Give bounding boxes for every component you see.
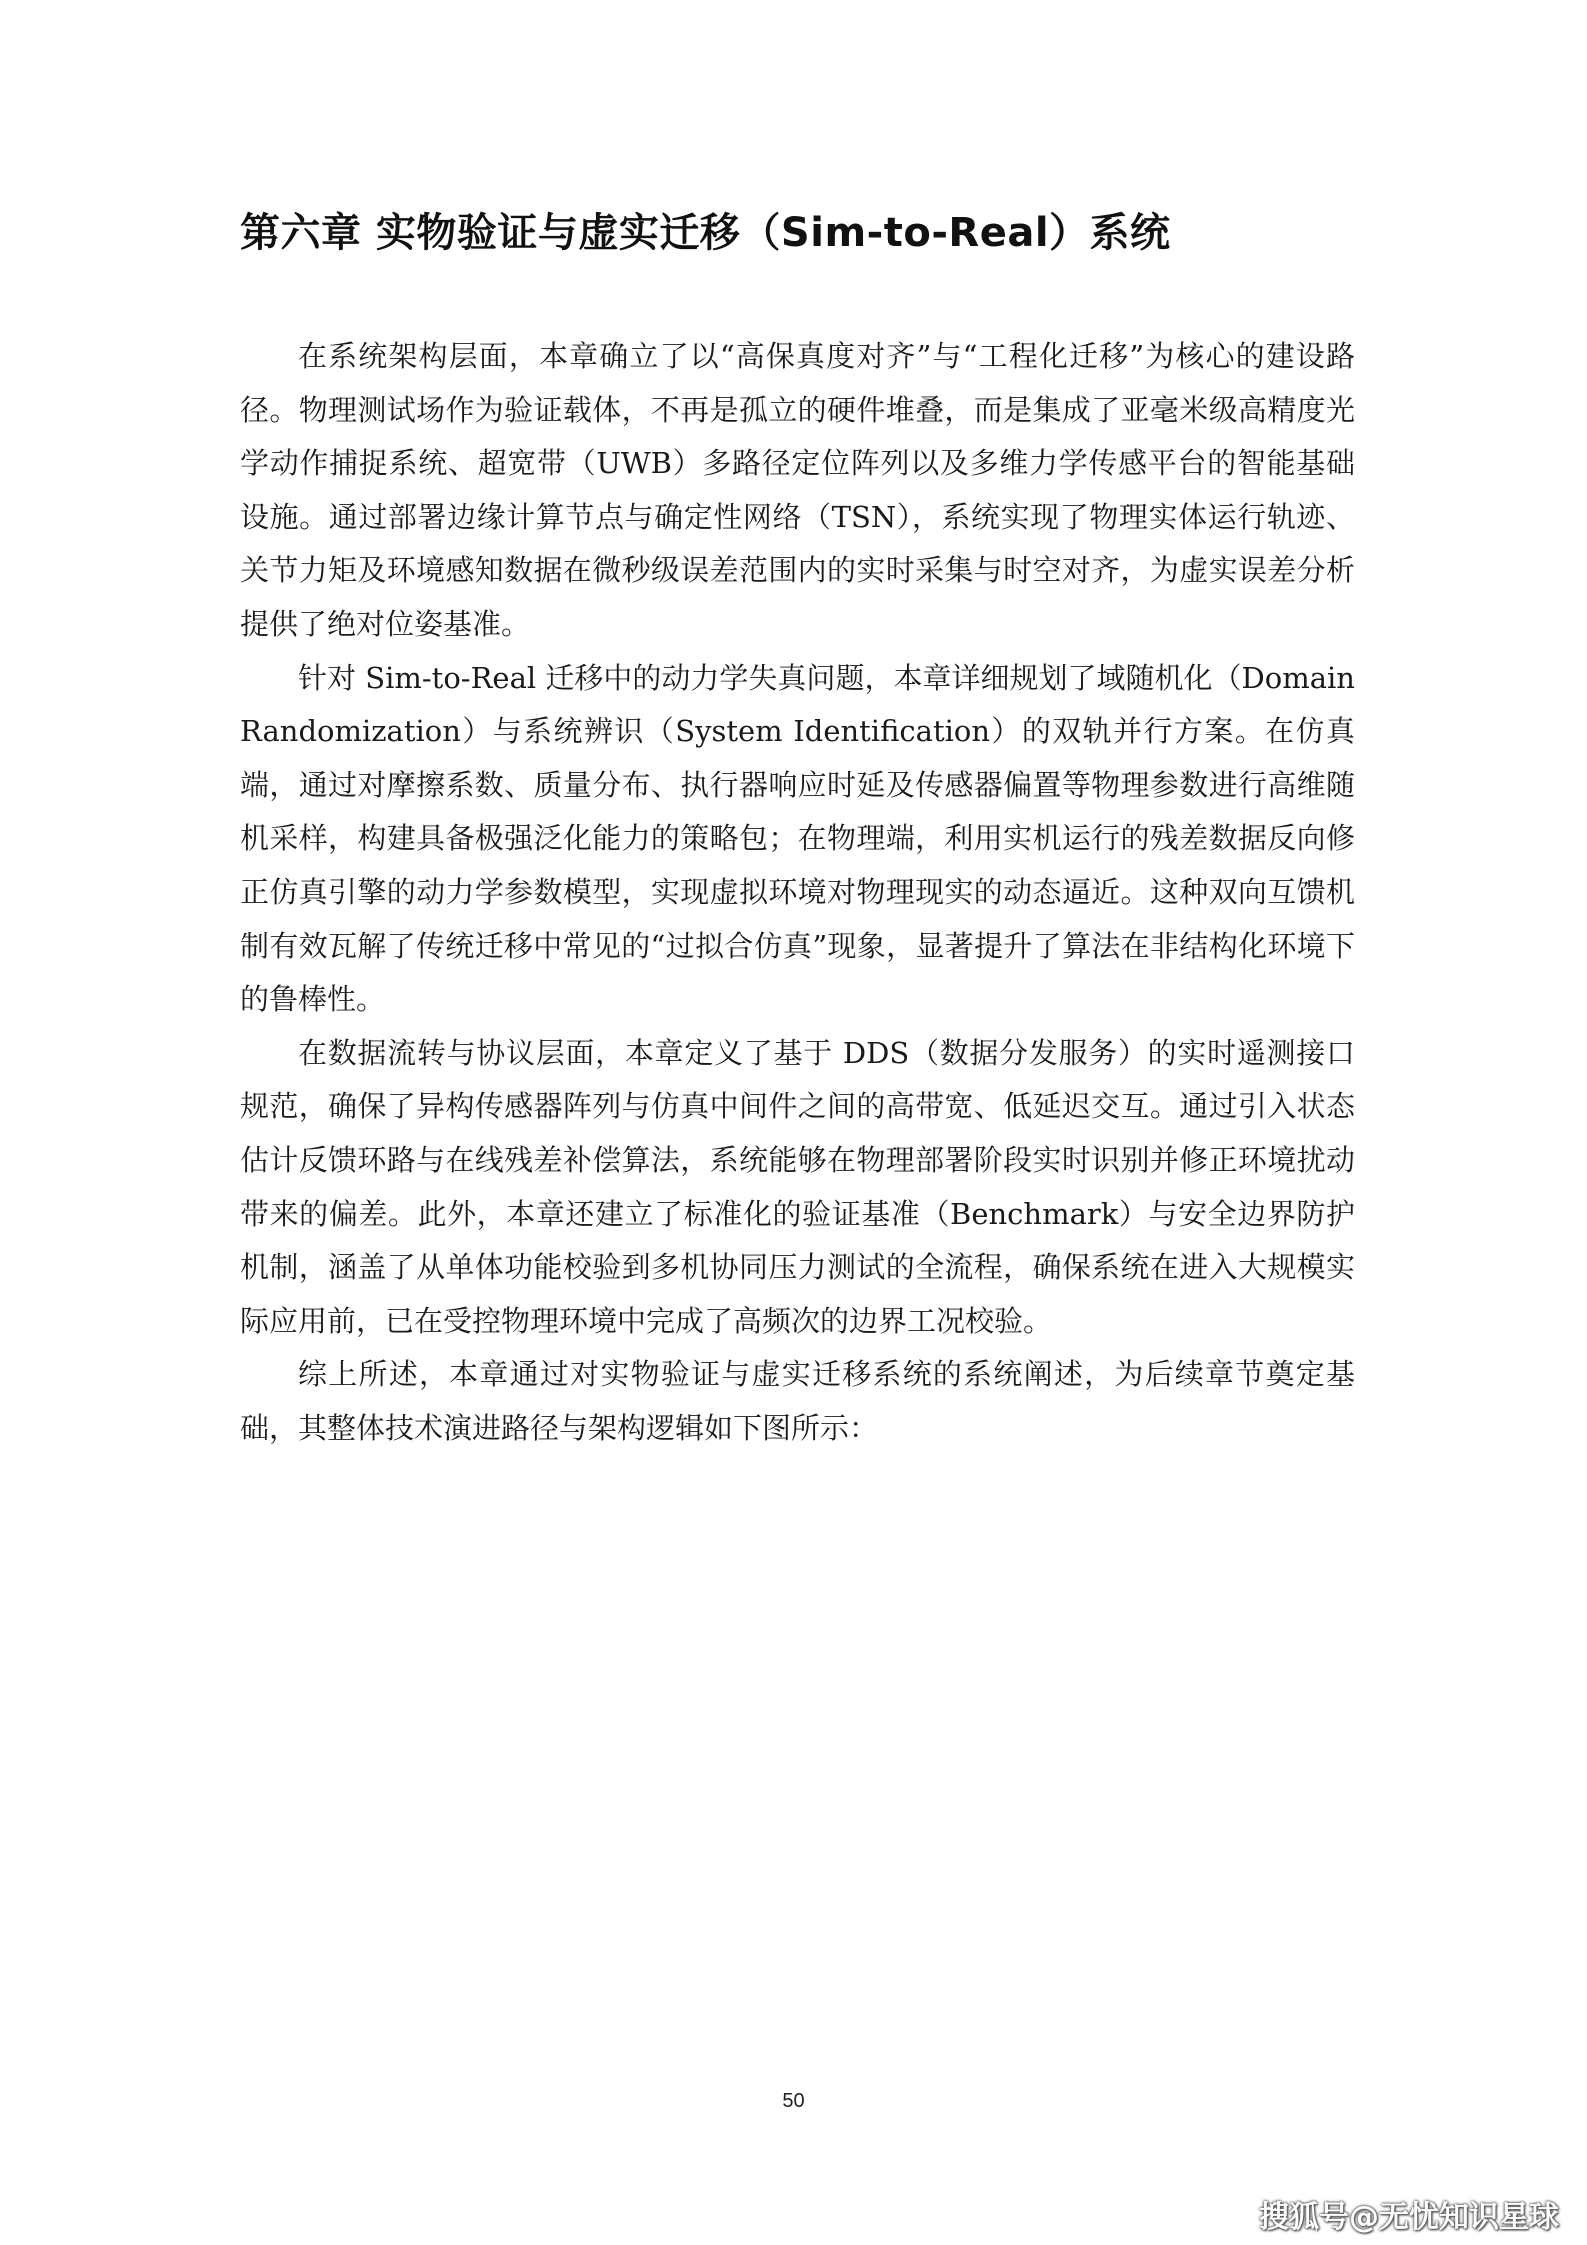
- page-number: 50: [782, 2090, 805, 2112]
- paragraph-2: 针对 Sim-to-Real 迁移中的动力学失真问题，本章详细规划了域随机化（Domain Randomization）与系统辨识（System Identification）的双轨并行方案。在仿真端，通过对摩擦系数、质量分布、执行器响应时延及传感器偏置等物理参数进行高维随机采样，构建具备极强泛化能力的策略包；在物理端，利用实机运行的残差数据反向修正仿真引擎的动力学参数模型，实现虚拟环境对物理现实的动态逼近。这种双向互馈机制有效瓦解了传统迁移中常见的“过拟合仿真”现象，显著提升了算法在非结构化环境下的鲁棒性。: [240, 660, 1355, 1017]
- paragraph-3: 在数据流转与协议层面，本章定义了基于 DDS（数据分发服务）的实时遥测接口规范，确保了异构传感器阵列与仿真中间件之间的高带宽、低延迟交互。通过引入状态估计反馈环路与在线残差补偿算法，系统能够在物理部署阶段实时识别并修正环境扰动带来的偏差。此外，本章还建立了标准化的验证基准（Benchmark）与安全边界防护机制，涵盖了从单体功能校验到多机协同压力测试的全流程，确保系统在进入大规模实际应用前，已在受控物理环境中完成了高频次的边界工况校验。: [240, 1035, 1355, 1338]
- paragraph-1: 在系统架构层面，本章确立了以“高保真度对齐”与“工程化迁移”为核心的建设路径。物理测试场作为验证载体，不再是孤立的硬件堆叠，而是集成了亚毫米级高精度光学动作捕捉系统、超宽带（UWB）多路径定位阵列以及多维力学传感平台的智能基础设施。通过部署边缘计算节点与确定性网络（TSN），系统实现了物理实体运行轨迹、关节力矩及环境感知数据在微秒级误差范围内的实时采集与时空对齐，为虚实误差分析提供了绝对位姿基准。: [240, 339, 1355, 641]
- watermark: 搜狐号@无忧知识星球: [1259, 2200, 1559, 2235]
- paragraph-4: 综上所述，本章通过对实物验证与虚实迁移系统的系统阐述，为后续章节奠定基础，其整体技术演进路径与架构逻辑如下图所示：: [240, 1357, 1355, 1445]
- chapter-title: 第六章 实物验证与虚实迁移（Sim-to-Real）系统: [240, 210, 1171, 256]
- body-text: [240, 330, 1355, 1455]
